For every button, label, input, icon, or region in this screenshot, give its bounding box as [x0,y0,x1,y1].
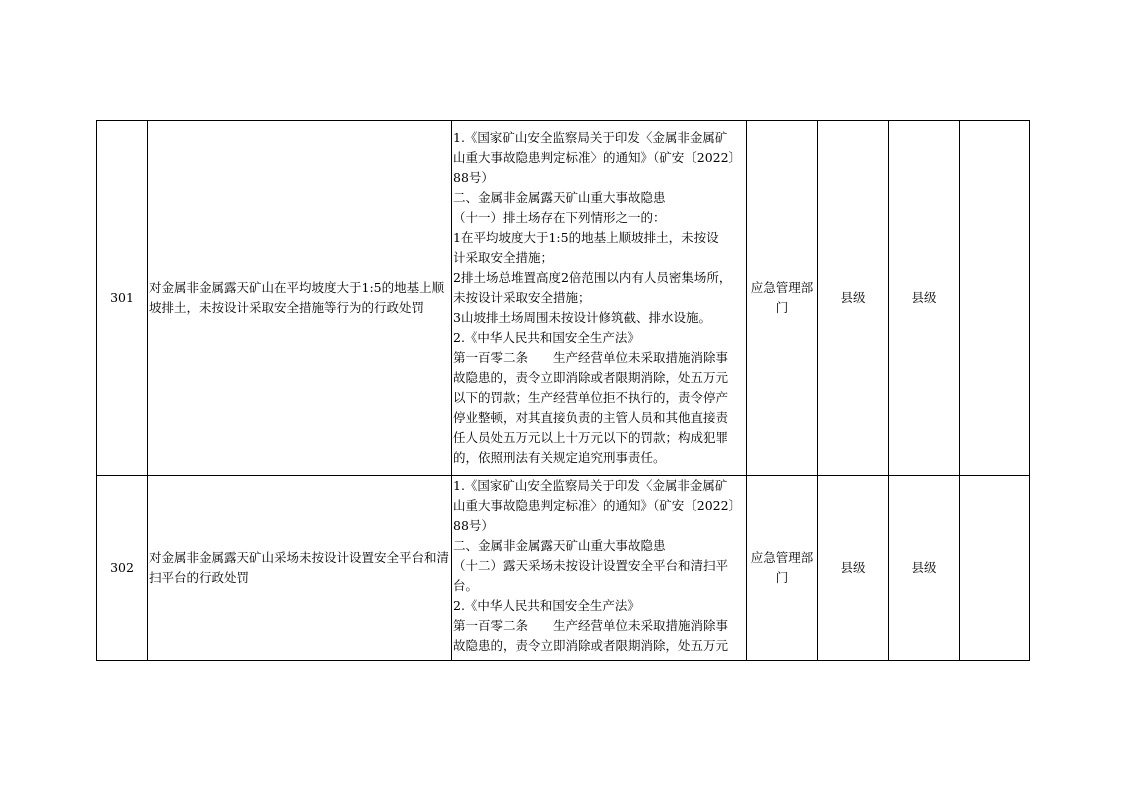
basis-line: 1在平均坡度大于1:5的地基上顺坡排土，未按设 [453,230,719,245]
basis-line: 任人员处五万元以上十万元以下的罚款；构成犯罪 [453,430,729,445]
basis-line: 3山坡排土场周围未按设计修筑截、排水设施。 [453,310,711,325]
basis-line: 的，依照刑法有关规定追究刑事责任。 [453,450,666,465]
basis-line: 88号） [453,518,494,533]
level-cell: 县级 [889,121,960,476]
basis-line: 山重大事故隐患判定标准〉的通知》（矿安〔2022〕 [453,150,742,165]
department: 应急管理部门 [747,476,818,661]
basis-line: （十一）排土场存在下列情形之一的： [453,210,666,225]
level-cell: 县级 [818,476,889,661]
basis-line: 故隐患的，责令立即消除或者限期消除，处五万元 [453,638,729,653]
basis-line: 山重大事故隐患判定标准〉的通知》（矿安〔2022〕 [453,498,742,513]
level-cell: 县级 [889,476,960,661]
basis-line: 88号） [453,170,494,185]
basis-line: 未按设计采取安全措施； [453,290,591,305]
item-name: 对金属非金属露天矿山采场未按设计设置安全平台和清扫平台的行政处罚 [148,476,452,661]
basis-line: 二、金属非金属露天矿山重大事故隐患 [453,538,666,553]
item-name: 对金属非金属露天矿山在平均坡度大于1:5的地基上顺坡排土，未按设计采取安全措施等行为的行政处罚 [148,121,452,476]
basis-line: 2.《中华人民共和国安全生产法》 [453,330,640,345]
basis-line: 第一百零二条 生产经营单位未采取措施消除事 [453,618,729,633]
basis-line: 以下的罚款；生产经营单位拒不执行的，责令停产 [453,390,729,405]
basis-line: 停业整顿，对其直接负责的主管人员和其他直接责 [453,410,729,425]
basis-line: 计采取安全措施； [453,250,554,265]
basis-line: 2排土场总堆置高度2倍范围以内有人员密集场所， [453,270,732,285]
legal-basis [452,121,747,476]
responsibility-table [96,120,1030,661]
row-number: 301 [97,121,148,476]
note-cell [960,476,1030,661]
department: 应急管理部门 [747,121,818,476]
basis-line: 二、金属非金属露天矿山重大事故隐患 [453,190,666,205]
basis-line: 1.《国家矿山安全监察局关于印发〈金属非金属矿 [453,130,728,145]
note-cell [960,121,1030,476]
level-cell: 县级 [818,121,889,476]
basis-line: 2.《中华人民共和国安全生产法》 [453,598,640,613]
basis-line: 台。 [453,578,479,593]
table-row [97,121,1030,476]
basis-line: 故隐患的，责令立即消除或者限期消除，处五万元 [453,370,729,385]
basis-line: 1.《国家矿山安全监察局关于印发〈金属非金属矿 [453,478,728,493]
basis-line: （十二）露天采场未按设计设置安全平台和清扫平 [453,558,729,573]
basis-line: 第一百零二条 生产经营单位未采取措施消除事 [453,350,729,365]
legal-basis [452,476,747,661]
row-number: 302 [97,476,148,661]
table-row [97,476,1030,661]
